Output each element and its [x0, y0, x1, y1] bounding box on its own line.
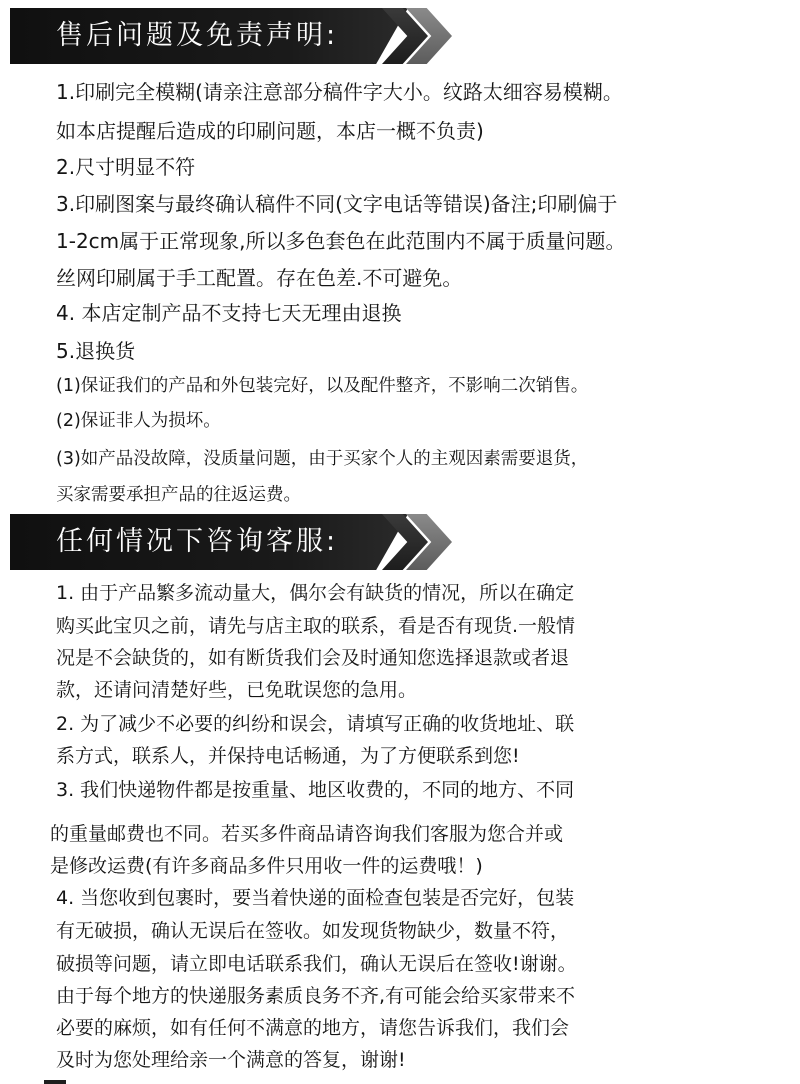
text-line: (3)如产品没故障，没质量问题，由于买家个人的主观因素需要退货， [56, 449, 589, 469]
text-line: 1. 由于产品繁多流动量大，偶尔会有缺货的情况，所以在确定 [56, 582, 575, 604]
text-line: 5.退换货 [56, 339, 136, 363]
text-line: 及时为您处理给亲一个满意的答复，谢谢! [56, 1049, 406, 1071]
text-line: 4. 当您收到包裹时，要当着快递的面检查包装是否完好，包装 [56, 887, 575, 909]
text-line: 系方式，联系人，并保持电话畅通，为了方便联系到您! [56, 745, 520, 767]
section-title: 任何情况下咨询客服: [56, 526, 339, 557]
text-line: (2)保证非人为损坏。 [56, 411, 221, 431]
text-line: 2. 为了减少不必要的纠纷和误会，请填写正确的收货地址、联 [56, 713, 575, 735]
text-line: 3.印刷图案与最终确认稿件不同(文字电话等错误)备注;印刷偏于 [56, 192, 618, 216]
text-line: 是修改运费(有许多商品多件只用收一件的运费哦！) [50, 855, 483, 877]
text-line: (1)保证我们的产品和外包装完好，以及配件整齐，不影响二次销售。 [56, 376, 589, 396]
text-line: 破损等问题，请立即电话联系我们，确认无误后在签收!谢谢。 [56, 953, 577, 975]
text-line: 如本店提醒后造成的印刷问题，本店一概不负责) [56, 119, 484, 143]
text-line: 况是不会缺货的，如有断货我们会及时通知您选择退款或者退 [56, 647, 570, 669]
text-line: 购买此宝贝之前，请先与店主取的联系，看是否有现货.一般情 [56, 615, 576, 637]
text-line: 1-2cm属于正常现象,所以多色套色在此范围内不属于质量问题。 [56, 229, 626, 253]
text-line: 买家需要承担产品的往返运费。 [56, 485, 301, 505]
section-header-disclaimer [10, 8, 450, 64]
text-line: 3. 我们快递物件都是按重量、地区收费的，不同的地方、不同 [56, 779, 575, 801]
section-title: 售后问题及免责声明: [56, 20, 339, 51]
divider [44, 1080, 66, 1084]
text-line: 1.印刷完全模糊(请亲注意部分稿件字大小。纹路太细容易模糊。 [56, 80, 623, 104]
text-line: 有无破损，确认无误后在签收。如发现货物缺少，数量不符， [56, 920, 570, 942]
section-header-contact [10, 514, 450, 570]
text-line: 必要的麻烦，如有任何不满意的地方，请您告诉我们，我们会 [56, 1017, 570, 1039]
text-line: 丝网印刷属于手工配置。存在色差.不可避免。 [56, 266, 463, 290]
text-line: 款，还请问清楚好些，已免耽误您的急用。 [56, 679, 418, 701]
text-line: 的重量邮费也不同。若买多件商品请咨询我们客服为您合并或 [50, 823, 564, 845]
text-line: 2.尺寸明显不符 [56, 155, 196, 179]
text-line: 4. 本店定制产品不支持七天无理由退换 [56, 301, 402, 325]
text-line: 由于每个地方的快递服务素质良务不齐,有可能会给买家带来不 [56, 985, 576, 1007]
